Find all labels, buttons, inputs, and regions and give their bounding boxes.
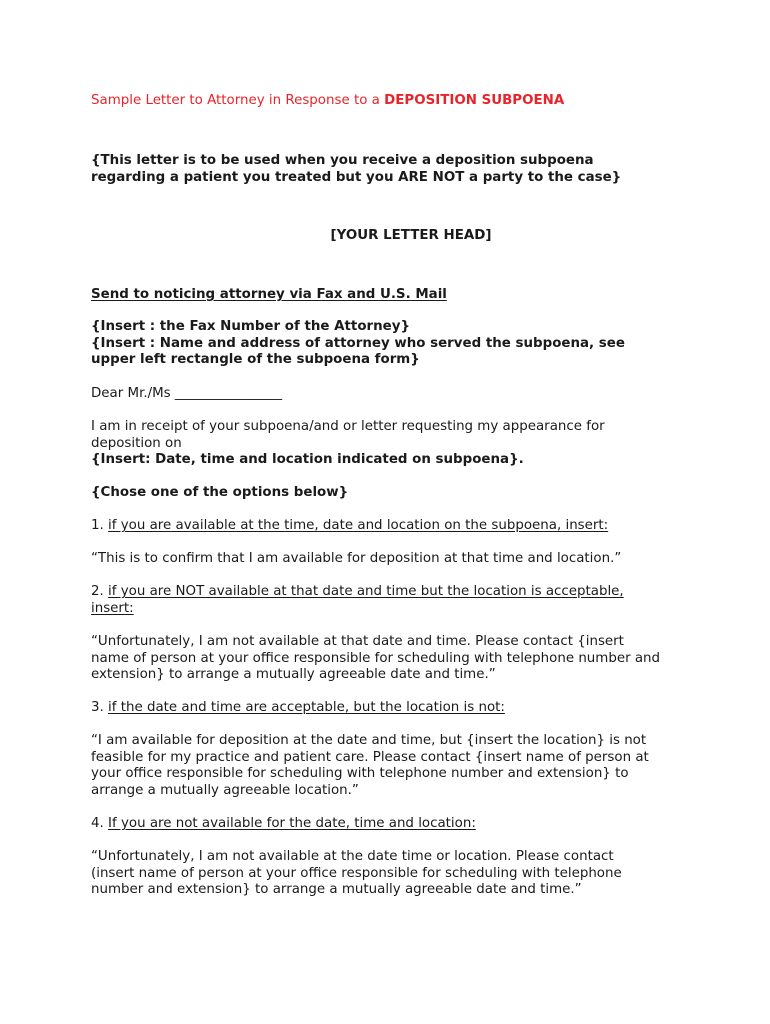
option-4-text-line-3: number and extension} to arrange a mutually agreeable date and time.” xyxy=(91,882,582,898)
instruction-line-2: regarding a patient you treated but you ARE NOT a party to the case} xyxy=(91,169,622,185)
option-3-number: 3. xyxy=(91,700,109,715)
option-3-text-line-4: arrange a mutually agreeable location.” xyxy=(91,782,359,798)
option-1-number: 1. xyxy=(91,518,109,533)
option-1-heading xyxy=(91,518,731,535)
receipt-paragraph xyxy=(91,419,731,469)
options-heading: {Chose one of the options below} xyxy=(91,485,349,500)
insert-address-line-2: upper left rectangle of the subpoena form} xyxy=(91,352,420,368)
option-4-text xyxy=(91,849,731,899)
option-2-heading xyxy=(91,584,731,617)
option-3-text-line-3: your office responsible for scheduling with telephone number and extension} to xyxy=(91,766,629,782)
option-2-text-line-1: “Unfortunately, I am not available at that date and time. Please contact {insert xyxy=(91,634,624,649)
option-1-text: “This is to confirm that I am available for deposition at that time and location.” xyxy=(91,551,622,566)
option-2-text xyxy=(91,634,731,684)
receipt-line-2: deposition on xyxy=(91,435,182,451)
receipt-insert-line: {Insert: Date, time and location indicated on subpoena}. xyxy=(91,452,524,468)
insert-fax: {Insert : the Fax Number of the Attorney} xyxy=(91,319,410,334)
letterhead-placeholder: [YOUR LETTER HEAD] xyxy=(330,228,492,243)
option-3-heading xyxy=(91,700,731,717)
insert-block xyxy=(91,319,731,369)
option-3-text-line-1: “I am available for deposition at the date and time, but {insert the location} is not xyxy=(91,733,647,748)
option-3-heading-text: if the date and time are acceptable, but the location is not: xyxy=(108,700,505,715)
send-instruction: Send to noticing attorney via Fax and U.S. Mail xyxy=(91,287,447,302)
title-emphasis: DEPOSITION SUBPOENA xyxy=(384,93,565,108)
salutation: Dear Mr./Ms ________________ xyxy=(91,386,283,401)
option-4-heading-text: If you are not available for the date, time and location: xyxy=(108,816,476,831)
option-3-text xyxy=(91,733,731,799)
option-4-text-line-2: (insert name of person at your office responsible for scheduling with telephone xyxy=(91,865,622,881)
option-1-heading-text: if you are available at the time, date and location on the subpoena, insert: xyxy=(108,518,609,533)
option-4-number: 4. xyxy=(91,816,109,831)
option-2-heading-line-2: insert: xyxy=(91,600,134,616)
option-3-text-line-2: feasible for my practice and patient care. Please contact {insert name of person at xyxy=(91,749,649,765)
receipt-line-1: I am in receipt of your subpoena/and or letter requesting my appearance for xyxy=(91,419,605,434)
option-2-text-line-3: extension} to arrange a mutually agreeable date and time.” xyxy=(91,667,496,683)
document-title xyxy=(91,93,731,110)
instruction-note xyxy=(91,153,731,186)
option-4-text-line-1: “Unfortunately, I am not available at the date time or location. Please contact xyxy=(91,849,614,864)
insert-address-line-1: {Insert : Name and address of attorney who served the subpoena, see xyxy=(91,335,625,351)
option-2-heading-line-1: if you are NOT available at that date and time but the location is acceptable, xyxy=(108,584,624,599)
option-4-heading xyxy=(91,816,731,833)
instruction-line-1: {This letter is to be used when you receive a deposition subpoena xyxy=(91,153,594,168)
option-2-number: 2. xyxy=(91,584,109,599)
option-2-text-line-2: name of person at your office responsible for scheduling with telephone number and xyxy=(91,650,661,666)
title-prefix: Sample Letter to Attorney in Response to a xyxy=(91,93,385,108)
